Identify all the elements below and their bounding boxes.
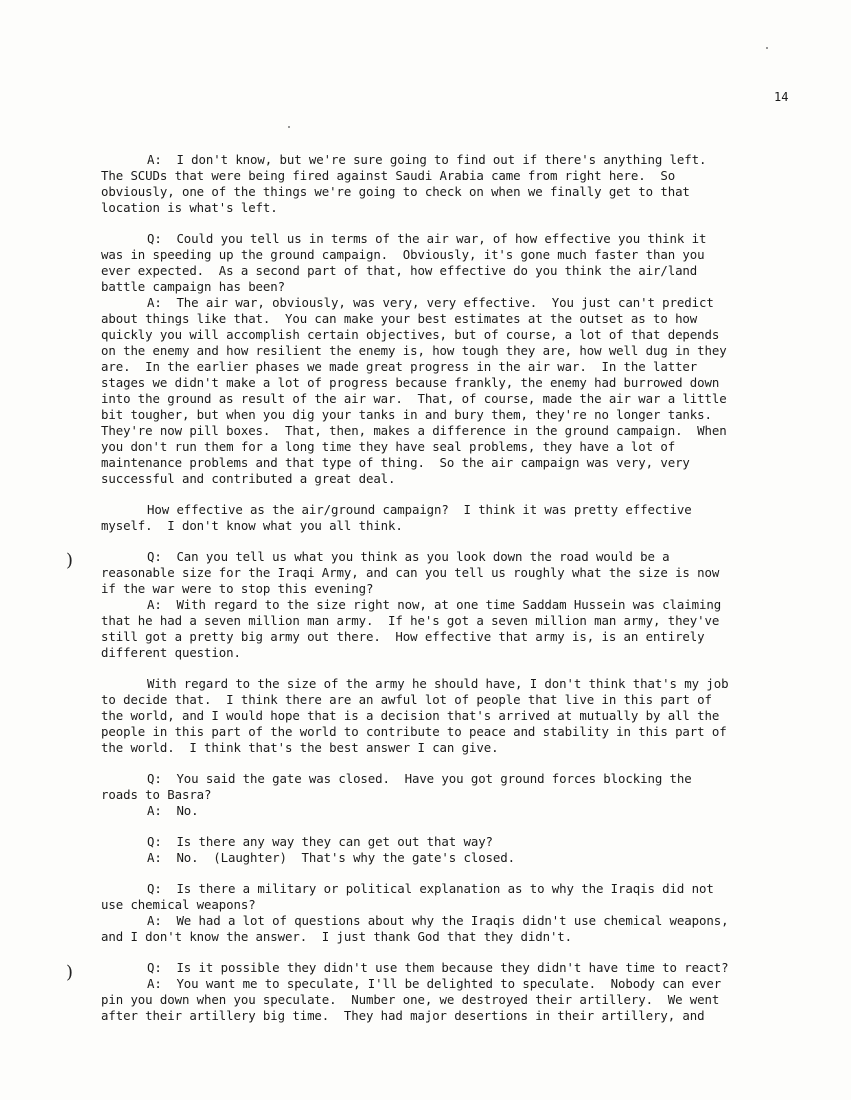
scan-speck [288,126,290,128]
text-line: different question. [101,645,241,660]
text-line: if the war were to stop this evening? [101,581,374,596]
text-line: The SCUDs that were being fired against Saudi Arabia came from right here. So [101,168,676,183]
margin-mark: ) [66,962,74,983]
transcript-paragraph [101,834,791,866]
text-line: Q: Is there any way they can get out that way? [147,834,493,849]
text-line: They're now pill boxes. That, then, makes a difference in the ground campaign. When [101,423,727,438]
text-line: maintenance problems and that type of thing. So the air campaign was very, very [101,455,690,470]
paragraph-gap [101,866,791,881]
text-line: are. In the earlier phases we made great progress in the air war. In the latter [101,359,698,374]
transcript-paragraph [101,152,791,216]
paragraph-gap [101,945,791,960]
text-line: A: The air war, obviously, was very, very effective. You just can't predict [147,295,714,310]
paragraph-gap [101,487,791,502]
text-line: was in speeding up the ground campaign. Obviously, it's gone much faster than you [101,247,705,262]
text-line: ever expected. As a second part of that, how effective do you think the air/land [101,263,698,278]
margin-mark: ) [66,550,74,571]
text-line: myself. I don't know what you all think. [101,518,403,533]
transcript-paragraph [101,771,791,819]
text-line: reasonable size for the Iraqi Army, and can you tell us roughly what the size is now [101,565,720,580]
text-line: A: We had a lot of questions about why the Iraqis didn't use chemical weapons, [147,913,729,928]
text-line: about things like that. You can make your best estimates at the outset as to how [101,311,698,326]
text-line: Q: Can you tell us what you think as you look down the road would be a [147,549,670,564]
transcript-paragraph [101,231,791,487]
paragraph-gap [101,216,791,231]
text-line: A: No. [147,803,199,818]
paragraph-gap [101,756,791,771]
text-line: How effective as the air/ground campaign? I think it was pretty effective [147,502,692,517]
transcript-body [101,152,791,1024]
text-line: the world. I think that's the best answer I can give. [101,740,499,755]
text-line: bit tougher, but when you dig your tanks in and bury them, they're no longer tanks. [101,407,712,422]
text-line: Q: Could you tell us in terms of the air war, of how effective you think it [147,231,707,246]
paragraph-gap [101,534,791,549]
paragraph-gap [101,661,791,676]
text-line: use chemical weapons? [101,897,256,912]
text-line: you don't run them for a long time they have seal problems, they have a lot of [101,439,676,454]
text-line: that he had a seven million man army. If he's got a seven million man army, they've [101,613,720,628]
text-line: Q: Is it possible they didn't use them because they didn't have time to react? [147,960,729,975]
text-line: and I don't know the answer. I just thank God that they didn't. [101,929,573,944]
page-number: 14 [774,90,789,104]
text-line: obviously, one of the things we're going to check on when we finally get to that [101,184,690,199]
text-line: A: No. (Laughter) That's why the gate's closed. [147,850,515,865]
transcript-paragraph [101,549,791,661]
text-line: on the enemy and how resilient the enemy is, how tough they are, how well dug in they [101,343,727,358]
text-line: still got a pretty big army out there. How effective that army is, is an entirely [101,629,705,644]
transcript-paragraph [101,960,791,1024]
paragraph-gap [101,819,791,834]
text-line: into the ground as result of the air war. That, of course, made the air war a little [101,391,727,406]
text-line: A: You want me to speculate, I'll be delighted to speculate. Nobody can ever [147,976,722,991]
text-line: stages we didn't make a lot of progress because frankly, the enemy had burrowed down [101,375,720,390]
text-line: pin you down when you speculate. Number one, we destroyed their artillery. We went [101,992,720,1007]
text-line: after their artillery big time. They had major desertions in their artillery, and [101,1008,705,1023]
text-line: quickly you will accomplish certain objectives, but of course, a lot of that depends [101,327,720,342]
text-line: Q: Is there a military or political explanation as to why the Iraqis did not [147,881,714,896]
text-line: successful and contributed a great deal. [101,471,396,486]
text-line: people in this part of the world to contribute to peace and stability in this part of [101,724,727,739]
text-line: A: With regard to the size right now, at one time Saddam Hussein was claiming [147,597,722,612]
scan-speck [766,47,768,49]
text-line: battle campaign has been? [101,279,285,294]
text-line: roads to Basra? [101,787,212,802]
text-line: to decide that. I think there are an awful lot of people that live in this part of [101,692,712,707]
text-line: With regard to the size of the army he should have, I don't think that's my job [147,676,729,691]
text-line: Q: You said the gate was closed. Have you got ground forces blocking the [147,771,692,786]
text-line: A: I don't know, but we're sure going to find out if there's anything left. [147,152,707,167]
transcript-paragraph [101,502,791,534]
text-line: the world, and I would hope that is a decision that's arrived at mutually by all the [101,708,720,723]
transcript-paragraph [101,676,791,756]
transcript-paragraph [101,881,791,945]
text-line: location is what's left. [101,200,278,215]
